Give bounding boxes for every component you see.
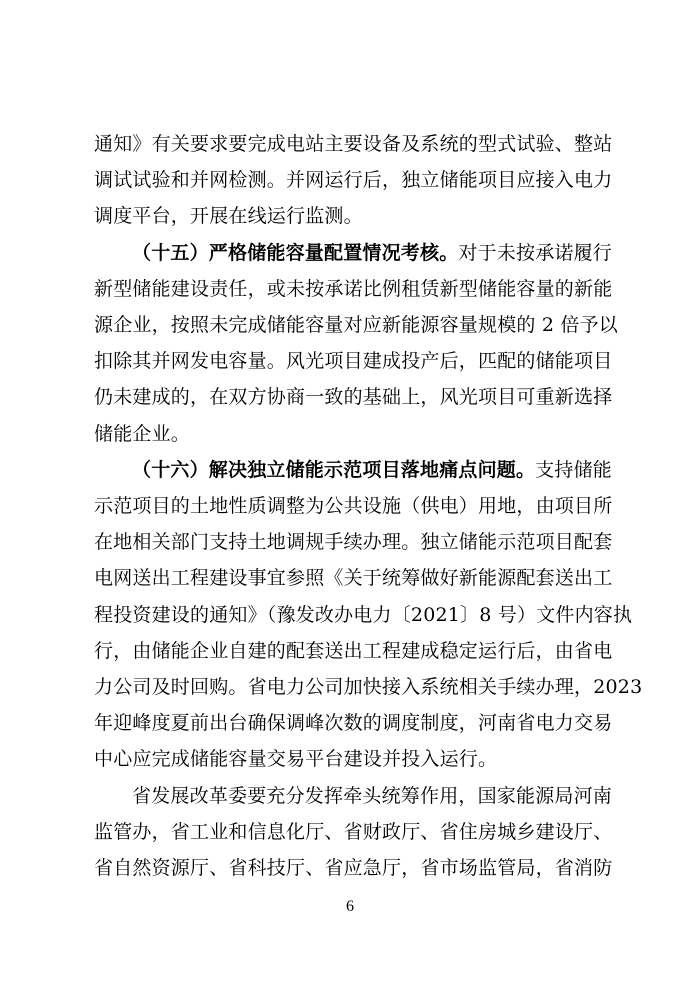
paragraph-2-line-1	[132, 241, 613, 265]
paragraph-3-line-4: 电网送出工程建设事宜参照《关于统筹做好新能源配套送出工	[94, 567, 613, 590]
section-15-heading: （十五）严格储能容量配置情况考核。	[132, 241, 459, 264]
paragraph-1-line-3: 调度平台，开展在线运行监测。	[94, 205, 363, 228]
paragraph-3-line-2: 示范项目的土地性质调整为公共设施（供电）用地，由项目所	[94, 495, 613, 517]
paragraph-3-line-6: 行，由储能企业自建的配套送出工程建成稳定运行后，由省电	[94, 639, 613, 662]
section-16-heading: （十六）解决独立储能示范项目落地痛点问题。	[132, 458, 536, 481]
paragraph-2-line-6: 储能企业。	[94, 422, 191, 445]
paragraph-1-line-2: 调试试验和并网检测。并网运行后，独立储能项目应接入电力	[94, 169, 613, 192]
paragraph-3-line-3: 在地相关部门支持土地调规手续办理。独立储能示范项目配套	[94, 531, 613, 554]
paragraph-3-line-7: 力公司及时回购。省电力公司加快接入系统相关手续办理，2023	[94, 676, 643, 698]
paragraph-3-line-1	[132, 458, 613, 482]
paragraph-4-line-2: 监管办，省工业和信息化厅、省财政厅、省住房城乡建设厅、	[94, 820, 613, 843]
paragraph-2-line-4: 扣除其并网发电容量。风光项目建成投产后，匹配的储能项目	[94, 350, 613, 373]
page-number: 6	[346, 898, 354, 915]
paragraph-2-line-5: 仍未建成的，在双方协商一致的基础上，风光项目可重新选择	[94, 386, 613, 409]
paragraph-1-line-1: 通知》有关要求要完成电站主要设备及系统的型式试验、整站	[94, 133, 613, 155]
paragraph-4-line-1: 省发展改革委要充分发挥牵头统筹作用，国家能源局河南	[132, 784, 613, 807]
paragraph-2-line-3: 源企业，按照未完成储能容量对应新能源容量规模的 2 倍予以	[94, 314, 618, 336]
paragraph-2-line-2: 新型储能建设责任，或未按承诺比例租赁新型储能容量的新能	[94, 277, 613, 300]
paragraph-3-line-9: 中心应完成储能容量交易平台建设并投入运行。	[94, 748, 498, 771]
section-16-first-line-text: 支持储能	[535, 458, 613, 481]
paragraph-3-line-5: 程投资建设的通知》（豫发改办电力〔2021〕8 号）文件内容执	[94, 603, 633, 626]
section-15-first-line-text: 对于未按承诺履行	[458, 241, 613, 264]
paragraph-3-line-8: 年迎峰度夏前出台确保调峰次数的调度制度，河南省电力交易	[94, 712, 613, 735]
paragraph-4-line-3: 省自然资源厅、省科技厅、省应急厅，省市场监管局，省消防	[94, 857, 613, 879]
